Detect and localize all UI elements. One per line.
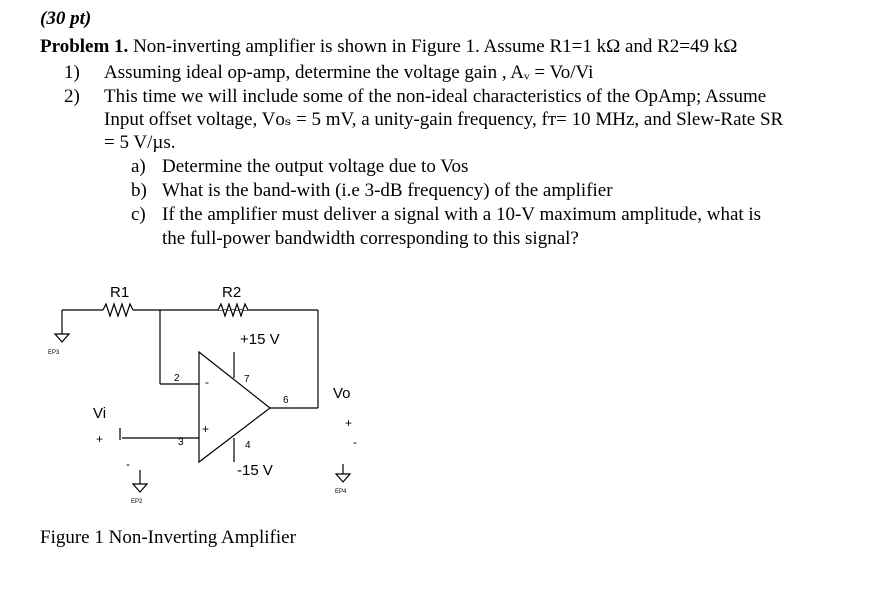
question-2-line-3: = 5 V/µs. (104, 132, 176, 153)
subquestion-c-number: c) (131, 204, 146, 225)
question-1-text: Assuming ideal op-amp, determine the voltage gain , Aᵥ = Vo/Vi (104, 62, 594, 83)
pin-7-label: 7 (244, 374, 250, 385)
pin-3-label: 3 (178, 437, 184, 448)
pin-6-label: 6 (283, 395, 289, 406)
vneg-label: -15 V (237, 462, 273, 479)
question-2-line-1: This time we will include some of the non-ideal characteristics of the OpAmp; Assume (104, 86, 767, 107)
subquestion-a-text: Determine the output voltage due to Vos (162, 156, 469, 177)
subquestion-b-number: b) (131, 180, 147, 201)
vi-minus-sign: - (126, 457, 130, 471)
problem-text: Non-inverting amplifier is shown in Figure 1. Assume R1=1 kΩ and R2=49 kΩ (128, 36, 738, 57)
vo-plus-sign: + (345, 416, 353, 430)
vi-label: Vi (93, 405, 107, 422)
vi-plus-sign: + (96, 432, 104, 446)
ground-left-symbol (55, 334, 69, 342)
vo-minus-sign: - (353, 435, 357, 449)
subquestion-c-line-2: the full-power bandwidth corresponding to this signal? (162, 228, 579, 249)
r1-label: R1 (110, 284, 130, 301)
r2-resistor (218, 304, 248, 316)
subquestion-a-number: a) (131, 156, 146, 177)
figure-caption: Figure 1 Non-Inverting Amplifier (40, 527, 296, 548)
subquestion-c-line-1: If the amplifier must deliver a signal with a 10-V maximum amplitude, what is (162, 204, 762, 225)
problem-label: Problem 1. (40, 36, 129, 57)
pin-2-label: 2 (174, 373, 180, 384)
pin-4-label: 4 (245, 440, 251, 451)
inverting-sign: - (205, 375, 209, 389)
ep3-label: EP3 (48, 350, 60, 356)
r2-label: R2 (222, 284, 242, 301)
ep2-label: EP2 (131, 499, 143, 505)
points-label: (30 pt) (40, 8, 92, 29)
question-2-line-2: Input offset voltage, Vᴏₛ = 5 mV, a unity-gain frequency, fᴛ= 10 MHz, and Slew-Rate SR (104, 109, 784, 130)
subquestion-b-text: What is the band-with (i.e 3-dB frequency) of the amplifier (162, 180, 613, 201)
ep4-label: EP4 (335, 489, 347, 495)
r1-resistor (103, 304, 133, 316)
ground-vo-symbol (336, 474, 350, 482)
question-2-number: 2) (64, 86, 80, 107)
noninverting-sign: + (202, 422, 210, 436)
ground-vi-symbol (133, 484, 147, 492)
vpos-label: +15 V (240, 331, 280, 348)
vo-label: Vo (333, 385, 351, 402)
question-1-number: 1) (64, 62, 80, 83)
